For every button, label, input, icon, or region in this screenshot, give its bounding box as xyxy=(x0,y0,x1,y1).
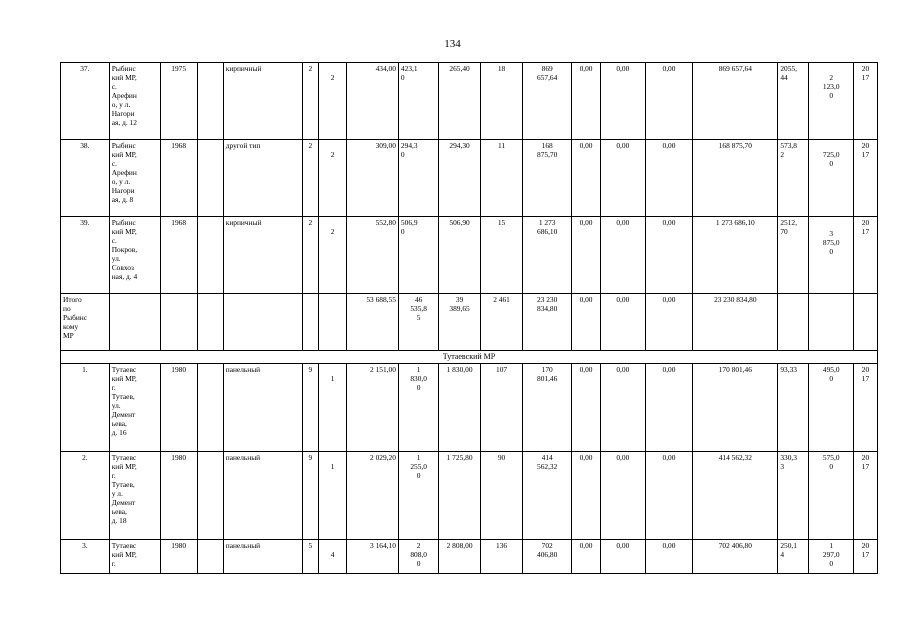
table-row xyxy=(61,63,878,140)
empty-cell xyxy=(197,294,223,351)
total-row xyxy=(61,294,878,351)
completion-year: 20 17 xyxy=(854,364,878,452)
house-address: Тутаевс кий МР, г. xyxy=(109,540,160,574)
living-area: 423,1 0 xyxy=(398,63,438,140)
row-number: 37. xyxy=(61,63,110,140)
fund-amount: 0,00 xyxy=(572,217,601,294)
row-number: 1. xyxy=(61,364,110,452)
empty-cell xyxy=(223,294,302,351)
specific-cost: 330,3 3 xyxy=(778,452,809,540)
living-area: 1 255,0 0 xyxy=(398,452,438,540)
empty-cell xyxy=(109,294,160,351)
living-area: 294,3 0 xyxy=(398,140,438,217)
cost-limit: 2 123,0 0 xyxy=(809,63,854,140)
house-address: Рыбинс кий МР, с. Арефин о, у л. Нагори ая, д. 8 xyxy=(109,140,160,217)
empty-cell xyxy=(197,540,223,574)
total-area: 2 029,20 xyxy=(347,452,399,540)
table-row xyxy=(61,140,878,217)
empty-cell xyxy=(197,140,223,217)
specific-cost: 250,1 4 xyxy=(778,540,809,574)
floor-count: 5 xyxy=(302,540,319,574)
residents-count: 2 461 xyxy=(480,294,523,351)
residents-count: 18 xyxy=(480,63,523,140)
residents-count: 15 xyxy=(480,217,523,294)
owners-funds: 23 230 834,80 xyxy=(693,294,778,351)
cost-limit: 575,0 0 xyxy=(809,452,854,540)
empty-cell xyxy=(197,217,223,294)
completion-year: 20 17 xyxy=(854,217,878,294)
wall-material: кирпичный xyxy=(223,217,302,294)
local-budget: 0,00 xyxy=(645,140,693,217)
section-title: Тутаевский МР xyxy=(61,351,878,364)
repair-cost-total: 869 657,64 xyxy=(523,63,572,140)
build-year: 1975 xyxy=(160,63,197,140)
capital-repair-table xyxy=(60,62,878,574)
row-number: 3. xyxy=(61,540,110,574)
residents-count: 136 xyxy=(480,540,523,574)
row-number: 2. xyxy=(61,452,110,540)
total-area: 3 164,10 xyxy=(347,540,399,574)
table-row xyxy=(61,364,878,452)
empty-cell xyxy=(854,294,878,351)
specific-cost: 2055, 44 xyxy=(778,63,809,140)
regional-budget: 0,00 xyxy=(601,63,646,140)
repair-cost-total: 23 230 834,80 xyxy=(523,294,572,351)
regional-budget: 0,00 xyxy=(601,540,646,574)
cost-limit: 1 297,0 0 xyxy=(809,540,854,574)
build-year: 1980 xyxy=(160,364,197,452)
owners-funds: 168 875,70 xyxy=(693,140,778,217)
repair-cost-total: 702 406,80 xyxy=(523,540,572,574)
specific-cost: 93,33 xyxy=(778,364,809,452)
total-area: 309,00 xyxy=(347,140,399,217)
floor-count: 9 xyxy=(302,364,319,452)
empty-cell xyxy=(809,294,854,351)
fund-amount: 0,00 xyxy=(572,140,601,217)
completion-year: 20 17 xyxy=(854,140,878,217)
empty-cell xyxy=(197,63,223,140)
residential-area: 1 830,00 xyxy=(439,364,480,452)
living-area: 46 535,8 5 xyxy=(398,294,438,351)
house-address: Тутаевс кий МР, г. Тутаев, ул. Демент ьева, д. 16 xyxy=(109,364,160,452)
residential-area: 39 389,65 xyxy=(439,294,480,351)
owners-funds: 414 562,32 xyxy=(693,452,778,540)
house-address: Рыбинс кий МР, с. Покров, ул. Совхоз ная, д. 4 xyxy=(109,217,160,294)
regional-budget: 0,00 xyxy=(601,140,646,217)
wall-material: панельный xyxy=(223,540,302,574)
house-address: Тутаевс кий МР, г. Тутаев, у л. Демент ьева, д. 18 xyxy=(109,452,160,540)
table-row xyxy=(61,452,878,540)
residents-count: 107 xyxy=(480,364,523,452)
total-area: 2 151,00 xyxy=(347,364,399,452)
local-budget: 0,00 xyxy=(645,217,693,294)
living-area: 2 808,0 0 xyxy=(398,540,438,574)
fund-amount: 0,00 xyxy=(572,452,601,540)
entrance-count: 2 xyxy=(319,63,347,140)
repair-cost-total: 170 801,46 xyxy=(523,364,572,452)
completion-year: 20 17 xyxy=(854,540,878,574)
local-budget: 0,00 xyxy=(645,364,693,452)
entrance-count: 4 xyxy=(319,540,347,574)
wall-material: кирпичный xyxy=(223,63,302,140)
cost-limit: 495,0 0 xyxy=(809,364,854,452)
residents-count: 90 xyxy=(480,452,523,540)
entrance-count: 1 xyxy=(319,452,347,540)
regional-budget: 0,00 xyxy=(601,217,646,294)
table-row xyxy=(61,540,878,574)
local-budget: 0,00 xyxy=(645,294,693,351)
fund-amount: 0,00 xyxy=(572,540,601,574)
owners-funds: 869 657,64 xyxy=(693,63,778,140)
house-address: Рыбинс кий МР, с. Арефин о, у л. Нагори ая, д. 12 xyxy=(109,63,160,140)
owners-funds: 170 801,46 xyxy=(693,364,778,452)
empty-cell xyxy=(319,294,347,351)
regional-budget: 0,00 xyxy=(601,364,646,452)
owners-funds: 702 406,80 xyxy=(693,540,778,574)
local-budget: 0,00 xyxy=(645,540,693,574)
regional-budget: 0,00 xyxy=(601,452,646,540)
local-budget: 0,00 xyxy=(645,452,693,540)
specific-cost: 573,8 2 xyxy=(778,140,809,217)
floor-count: 2 xyxy=(302,217,319,294)
section-header-row xyxy=(61,351,878,364)
residential-area: 265,40 xyxy=(439,63,480,140)
owners-funds: 1 273 686,10 xyxy=(693,217,778,294)
repair-cost-total: 168 875,70 xyxy=(523,140,572,217)
living-area: 1 830,0 0 xyxy=(398,364,438,452)
repair-cost-total: 1 273 686,10 xyxy=(523,217,572,294)
entrance-count: 2 xyxy=(319,140,347,217)
residential-area: 1 725,80 xyxy=(439,452,480,540)
residential-area: 506,90 xyxy=(439,217,480,294)
row-number: 39. xyxy=(61,217,110,294)
build-year: 1980 xyxy=(160,540,197,574)
completion-year: 20 17 xyxy=(854,452,878,540)
entrance-count: 2 xyxy=(319,217,347,294)
empty-cell xyxy=(197,452,223,540)
page-number: 134 xyxy=(444,38,461,50)
empty-cell xyxy=(302,294,319,351)
total-label: Итого по Рыбинс кому МР xyxy=(61,294,110,351)
living-area: 506,9 0 xyxy=(398,217,438,294)
fund-amount: 0,00 xyxy=(572,63,601,140)
build-year: 1980 xyxy=(160,452,197,540)
entrance-count: 1 xyxy=(319,364,347,452)
repair-cost-total: 414 562,32 xyxy=(523,452,572,540)
floor-count: 2 xyxy=(302,63,319,140)
fund-amount: 0,00 xyxy=(572,294,601,351)
residential-area: 294,30 xyxy=(439,140,480,217)
build-year: 1968 xyxy=(160,217,197,294)
wall-material: другой тип xyxy=(223,140,302,217)
row-number: 38. xyxy=(61,140,110,217)
residents-count: 11 xyxy=(480,140,523,217)
floor-count: 2 xyxy=(302,140,319,217)
completion-year: 20 17 xyxy=(854,63,878,140)
empty-cell xyxy=(778,294,809,351)
fund-amount: 0,00 xyxy=(572,364,601,452)
regional-budget: 0,00 xyxy=(601,294,646,351)
total-area: 552,80 xyxy=(347,217,399,294)
wall-material: панельный xyxy=(223,364,302,452)
total-area: 53 688,55 xyxy=(347,294,399,351)
build-year: 1968 xyxy=(160,140,197,217)
wall-material: панельный xyxy=(223,452,302,540)
residential-area: 2 808,00 xyxy=(439,540,480,574)
local-budget: 0,00 xyxy=(645,63,693,140)
cost-limit: 725,0 0 xyxy=(809,140,854,217)
total-area: 434,00 xyxy=(347,63,399,140)
empty-cell xyxy=(197,364,223,452)
floor-count: 9 xyxy=(302,452,319,540)
empty-cell xyxy=(160,294,197,351)
specific-cost: 2512, 70 xyxy=(778,217,809,294)
table-row xyxy=(61,217,878,294)
cost-limit: 3 875,0 0 xyxy=(809,217,854,294)
